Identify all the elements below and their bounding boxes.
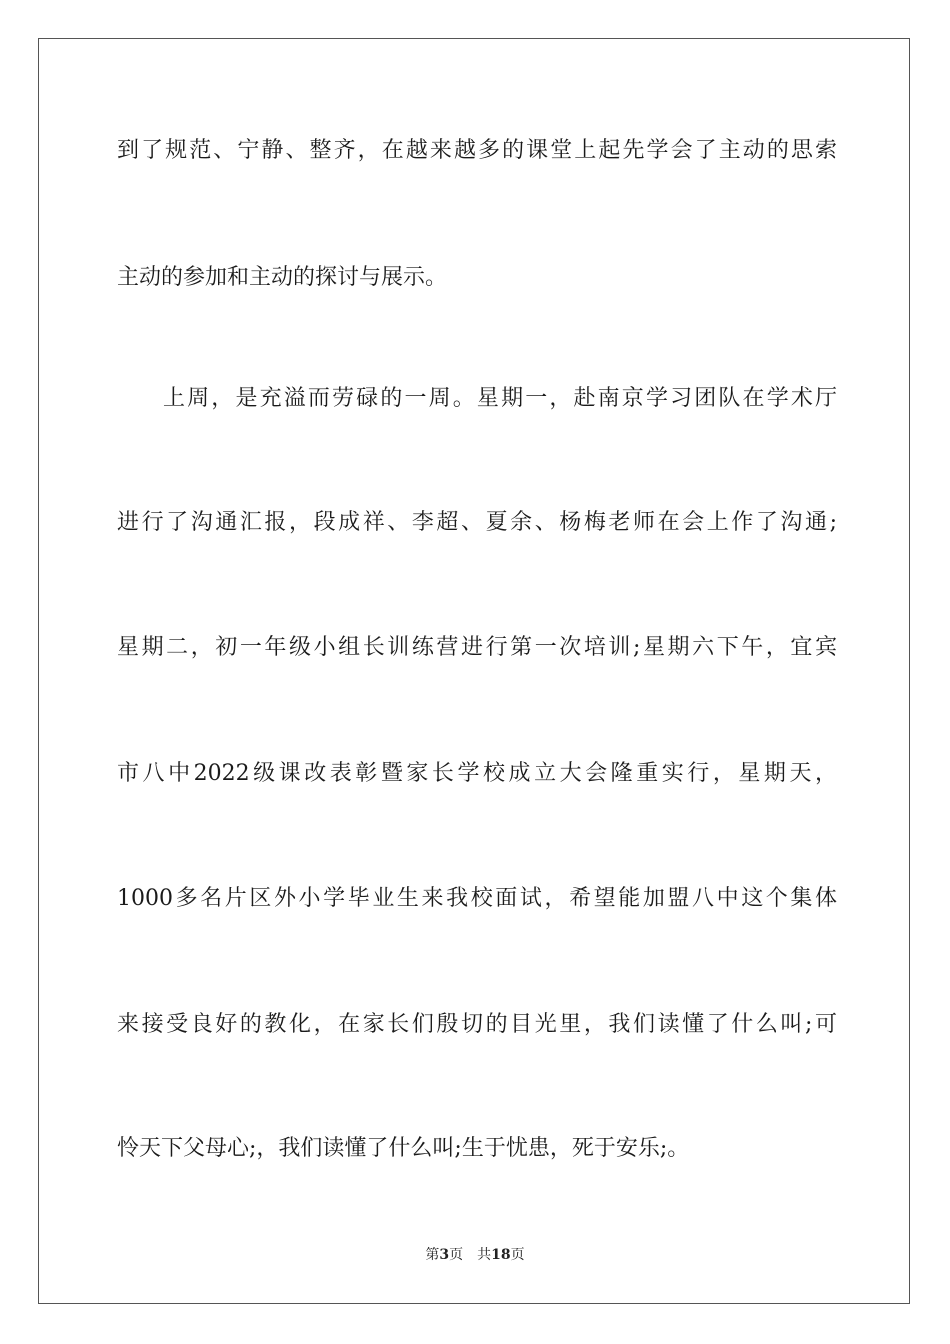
text-line-1: 到了规范、宁静、整齐，在越来越多的课堂上起先学会了主动的思索	[117, 138, 837, 163]
text-line-3: 上周，是充溢而劳碌的一周。星期一，赴南京学习团队在学术厅	[163, 386, 837, 411]
text-line-9: 怜天下父母心;，我们读懂了什么叫;生于忧患，死于安乐;。	[117, 1136, 690, 1161]
text-line-5: 星期二，初一年级小组长训练营进行第一次培训;星期六下午，宜宾	[117, 635, 837, 660]
text-line-4: 进行了沟通汇报，段成祥、李超、夏余、杨梅老师在会上作了沟通;	[117, 510, 837, 535]
page-footer	[0, 1246, 950, 1264]
text-line-2: 主动的参加和主动的探讨与展示。	[117, 265, 448, 290]
page-suffix: 页	[449, 1247, 464, 1263]
total-suffix: 页	[510, 1247, 525, 1263]
page-number: 3	[439, 1247, 450, 1263]
text-line-6: 市八中2022级课改表彰暨家长学校成立大会隆重实行，星期天，	[117, 761, 837, 786]
total-pages: 18	[491, 1247, 511, 1263]
text-line-8: 来接受良好的教化，在家长们殷切的目光里，我们读懂了什么叫;可	[117, 1012, 837, 1037]
page-prefix: 第	[425, 1247, 440, 1263]
total-prefix: 共	[477, 1247, 492, 1263]
page-frame	[38, 38, 910, 1304]
text-line-7: 1000多名片区外小学毕业生来我校面试，希望能加盟八中这个集体	[117, 886, 837, 911]
